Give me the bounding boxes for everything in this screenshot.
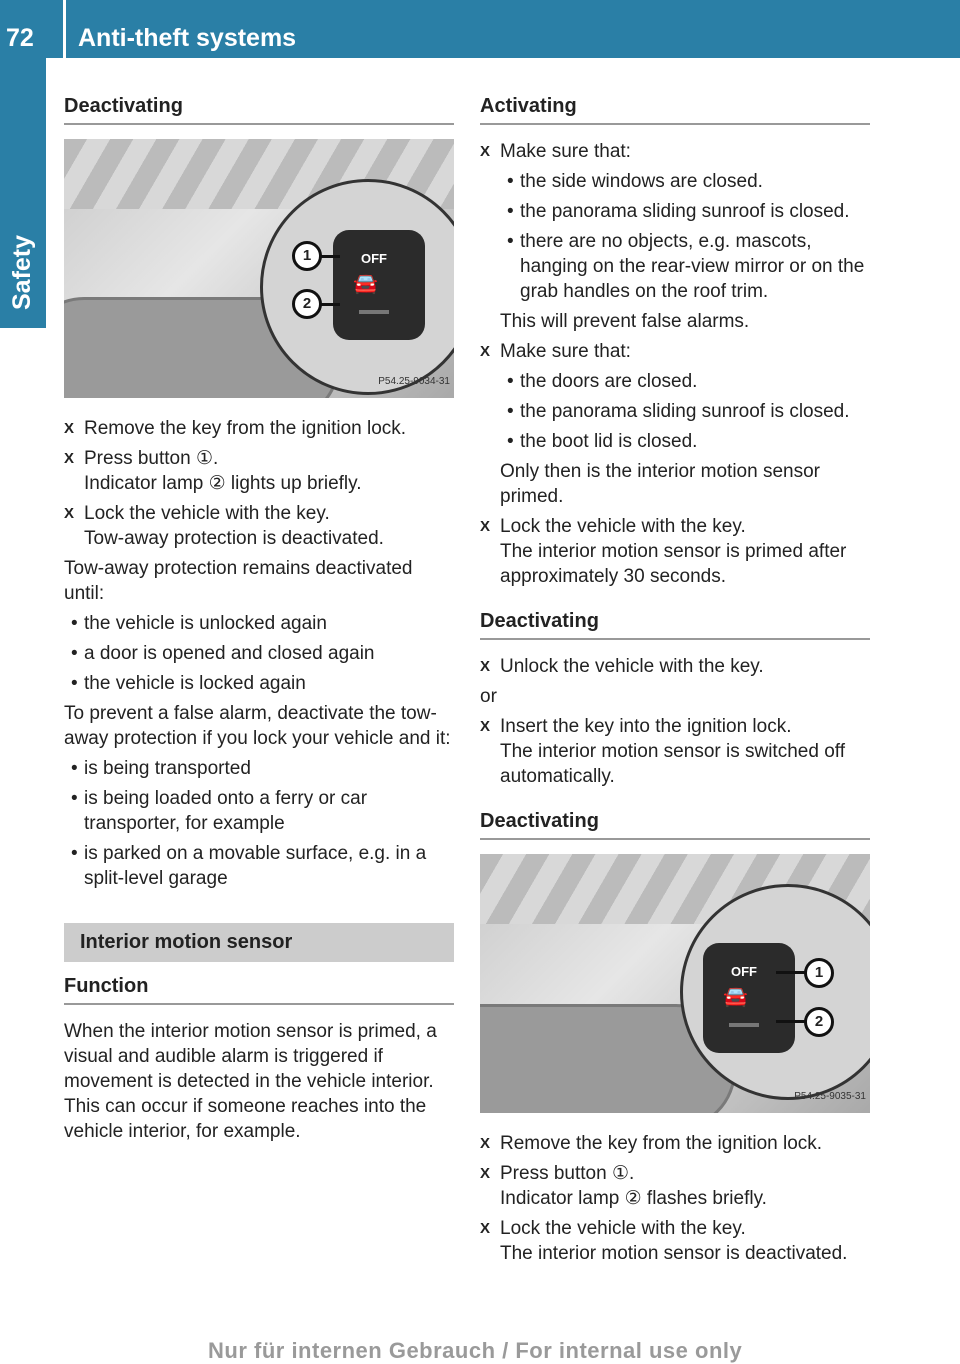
bullet-icon: •: [507, 431, 514, 452]
list-item: • the side windows are closed.: [507, 171, 763, 192]
arrow-x-icon: X: [64, 450, 75, 467]
car-icon: 🚘: [353, 273, 378, 295]
list-item: • is being transported: [71, 758, 251, 779]
switch-off-label: OFF: [361, 251, 387, 266]
callout-1: 1: [292, 241, 322, 271]
arrow-x-icon: X: [480, 718, 491, 735]
bullet-icon: •: [71, 643, 78, 664]
arrow-x-icon: X: [480, 343, 491, 360]
bullet-icon: •: [507, 231, 514, 252]
figure-id: P54.25-9034-31: [378, 376, 450, 387]
list-item: • there are no objects, e.g. mascots, hanging on the rear-view mirror or on the grab handles on the roof trim.: [507, 231, 865, 302]
step-remove-key-2: X Remove the key from the ignition lock.: [480, 1133, 823, 1154]
bullet-icon: •: [71, 843, 78, 864]
step-press-button-2: X Press button ①. Indicator lamp ② flashes briefly.: [480, 1163, 767, 1209]
arrow-x-icon: X: [480, 518, 491, 535]
para-prevent-false: This will prevent false alarms.: [500, 311, 750, 332]
step-make-sure-1: X Make sure that:: [480, 141, 631, 162]
heading-deactivating: Deactivating: [64, 94, 454, 125]
indicator-lamp: [359, 310, 389, 314]
bullet-icon: •: [507, 401, 514, 422]
list-item: • the panorama sliding sunroof is closed.: [507, 201, 850, 222]
heading-function: Function: [64, 974, 454, 1005]
figure-overhead-switch-2: [480, 854, 870, 1113]
heading-deactivating-2: Deactivating: [480, 609, 870, 640]
switch-panel: [333, 230, 425, 340]
step-insert-key: X Insert the key into the ignition lock. The interior motion sensor is switched off automatically.: [480, 716, 845, 787]
switch-panel: [703, 943, 795, 1053]
or-text: or: [480, 686, 497, 707]
heading-activating: Activating: [480, 94, 870, 125]
callout-1: 1: [804, 958, 834, 988]
page-number: 72: [6, 24, 34, 52]
step-remove-key: X Remove the key from the ignition lock.: [64, 418, 407, 439]
header-divider: [63, 0, 66, 58]
callout-2: 2: [292, 289, 322, 319]
arrow-x-icon: X: [480, 658, 491, 675]
list-item: • is parked on a movable surface, e.g. in a split-level garage: [71, 843, 427, 889]
step-press-button: X Press button ①. Indicator lamp ② lights up briefly.: [64, 448, 362, 494]
para-remains: Tow-away protection remains deactivated until:: [64, 558, 413, 604]
car-icon: 🚘: [723, 986, 748, 1008]
bullet-icon: •: [71, 788, 78, 809]
para-only-then: Only then is the interior motion sensor primed.: [500, 461, 820, 507]
bullet-icon: •: [71, 613, 78, 634]
step-lock-vehicle-2: X Lock the vehicle with the key. The interior motion sensor is deactivated.: [480, 1218, 848, 1264]
list-item: • a door is opened and closed again: [71, 643, 375, 664]
footer-internal-use: Nur für internen Gebrauch / For internal use only: [208, 1338, 743, 1363]
list-item: • is being loaded onto a ferry or car transporter, for example: [71, 788, 368, 834]
arrow-x-icon: X: [480, 143, 491, 160]
right-column: [480, 94, 870, 1271]
list-item: • the boot lid is closed.: [507, 431, 698, 452]
section-interior-motion-sensor: Interior motion sensor: [64, 923, 454, 962]
arrow-x-icon: X: [480, 1165, 491, 1182]
sidebar-label: Safety: [8, 234, 36, 310]
list-item: • the panorama sliding sunroof is closed.: [507, 401, 850, 422]
bullet-icon: •: [71, 673, 78, 694]
figure-id: P54.25-9035-31: [794, 1091, 866, 1102]
indicator-lamp: [729, 1023, 759, 1027]
figure-overhead-switch-1: [64, 139, 454, 398]
page-title: Anti-theft systems: [78, 24, 297, 52]
switch-off-label: OFF: [731, 964, 757, 979]
list-item: • the vehicle is locked again: [71, 673, 306, 694]
step-lock-vehicle: X Lock the vehicle with the key. Tow-away protection is deactivated.: [64, 503, 384, 549]
callout-2: 2: [804, 1007, 834, 1037]
callout-line-2: [776, 1020, 806, 1023]
step-unlock: X Unlock the vehicle with the key.: [480, 656, 764, 677]
arrow-x-icon: X: [64, 505, 75, 522]
list-item: • the vehicle is unlocked again: [71, 613, 327, 634]
bullet-icon: •: [507, 171, 514, 192]
bullet-icon: •: [507, 371, 514, 392]
callout-line-1: [776, 971, 806, 974]
left-column: [64, 94, 454, 1149]
arrow-x-icon: X: [64, 420, 75, 437]
bullet-icon: •: [71, 758, 78, 779]
arrow-x-icon: X: [480, 1135, 491, 1152]
bullet-icon: •: [507, 201, 514, 222]
para-function: When the interior motion sensor is primed, a visual and audible alarm is triggered if movement is detected in the vehicle interior. This can occur if someone reaches into the vehicle interior, for example.: [64, 1021, 437, 1142]
para-prevent: To prevent a false alarm, deactivate the tow-away protection if you lock your vehicle and it:: [64, 703, 451, 749]
heading-deactivating-3: Deactivating: [480, 809, 870, 840]
list-item: • the doors are closed.: [507, 371, 698, 392]
step-lock: X Lock the vehicle with the key. The interior motion sensor is primed after approximately 30 seconds.: [480, 516, 847, 587]
step-make-sure-2: X Make sure that:: [480, 341, 631, 362]
arrow-x-icon: X: [480, 1220, 491, 1237]
